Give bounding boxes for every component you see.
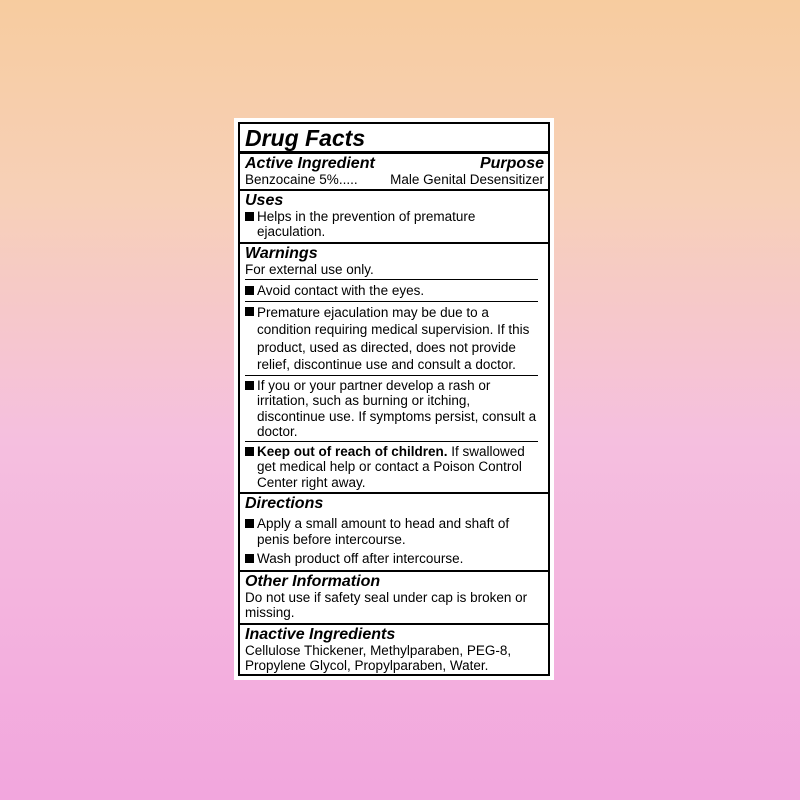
purpose-heading: Purpose: [479, 155, 544, 172]
directions-item: Wash product off after intercourse.: [245, 551, 544, 567]
drug-facts-panel: [238, 122, 550, 676]
other-information-section: [240, 572, 548, 625]
uses-section: [240, 191, 548, 244]
inactive-ingredients-heading: Inactive Ingredients: [245, 625, 396, 643]
bullet-icon: [245, 381, 254, 390]
bullet-icon: [245, 554, 254, 563]
directions-item: Apply a small amount to head and shaft of penis before intercourse.: [245, 516, 544, 547]
inactive-ingredients-section: [240, 625, 548, 674]
bullet-icon: [245, 519, 254, 528]
directions-heading: Directions: [245, 495, 324, 512]
uses-item: Helps in the prevention of premature ejaculation.: [245, 209, 544, 240]
bullet-icon: [245, 447, 254, 456]
bullet-icon: [245, 212, 254, 221]
other-information-heading: Other Information: [245, 572, 381, 590]
warnings-heading: Warnings: [245, 244, 318, 262]
directions-section: [240, 494, 548, 572]
active-ingredient-name: Benzocaine 5%.....: [245, 172, 358, 187]
other-information-text: Do not use if safety seal under cap is broken or missing.: [245, 589, 528, 620]
drug-facts-title: Drug Facts: [240, 124, 548, 154]
keep-out-of-reach-text: Keep out of reach of children.: [257, 443, 448, 459]
active-ingredient-purpose: Male Genital Desensitizer: [390, 172, 544, 187]
bullet-icon: [245, 286, 254, 295]
warnings-section: [240, 244, 548, 495]
uses-heading: Uses: [245, 191, 284, 209]
active-ingredient-heading: Active Ingredient: [245, 155, 375, 172]
active-ingredient-section: [240, 154, 548, 191]
drug-facts-label: [234, 118, 554, 680]
warnings-item: Avoid contact with the eyes.: [245, 279, 538, 301]
inactive-ingredients-text: Cellulose Thickener, Methylparaben, PEG-8, Propylene Glycol, Propylparaben, Water.: [245, 642, 512, 673]
warnings-item: Premature ejaculation may be due to a condition requiring medical supervision. If this product, used as directed, does not provide relief, discontinue use and consult a doctor.: [245, 301, 538, 375]
bullet-icon: [245, 307, 254, 316]
warnings-item-children: Keep out of reach of children. If swallowed get medical help or contact a Poison Control Center right away.: [245, 441, 538, 492]
warnings-item: If you or your partner develop a rash or irritation, such as burning or itching, discontinue use. If symptoms persist, consult a doctor.: [245, 375, 538, 441]
warnings-intro: For external use only.: [245, 261, 374, 277]
